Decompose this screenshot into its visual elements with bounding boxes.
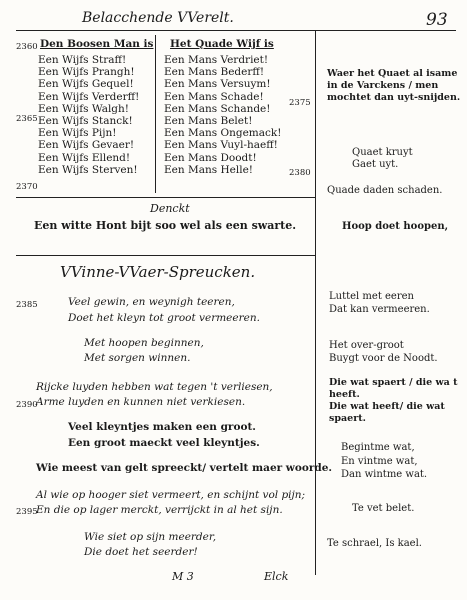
line-number: 2380 [289,168,311,178]
right-entry: Een Mans Ongemack! [164,127,282,140]
margin-note-line: spaert. [329,413,366,424]
left-entry: Een Wijfs Verderff! [38,90,140,103]
line-number: 2370 [16,182,38,192]
section-title: VVinne-VVaer-Spreucken. [60,263,256,281]
left-entry: Een Wijfs Gevaer! [38,139,135,152]
right-column-heading: Het Quade Wijf is [170,38,274,50]
margin-note-line: Dat kan vermeeren. [329,304,430,315]
right-entry: Een Mans Schade! [164,90,264,103]
margin-note-line: heeft. [329,389,360,400]
margin-note-line: in de Varckens / men [327,80,439,91]
margin-note-line: Luttel met eeren [329,291,414,302]
margin-note-line: Het over-groot [329,340,404,351]
margin-note [329,377,458,425]
proverb-line: Doet het kleyn tot groot vermeeren. [68,312,260,324]
line-number: 2385 [16,300,38,310]
signature-mark: M 3 [172,570,194,583]
proverb-line: Een groot maeckt veel kleyntjes. [68,437,260,449]
running-title: Belacchende VVerelt. [82,10,234,26]
margin-note-line: Gaet uyt. [352,159,399,170]
proverb-line: Veel gewin, en weynigh teeren, [68,296,235,308]
left-entry: Een Wijfs Ellend! [38,151,131,164]
proverb-line: Wie siet op sijn meerder, [84,531,217,543]
margin-note-line: Waer het Quaet al isame [327,68,458,79]
left-entry: Een Wijfs Walgh! [38,102,130,115]
right-entry: Een Mans Versuym! [164,78,271,91]
proverb-line: Arme luyden en kunnen niet verkiesen. [36,396,246,408]
margin-note [352,147,413,171]
margin-note: Te schrael, Is kael. [327,538,422,549]
right-entry: Een Mans Bederff! [164,66,265,79]
proverb-line: En die op lager merckt, verrijckt in al het sijn. [36,504,283,516]
margin-note [341,441,427,482]
margin-note-line: Quaet kruyt [352,147,413,158]
margin-note-line: mochtet dan uyt-snijden. [327,92,461,103]
dialogue-column-rule [155,35,156,193]
left-entry: Een Wijfs Pijn! [38,127,117,140]
right-entry: Een Mans Helle! [164,163,253,176]
line-number: 2360 [16,42,38,52]
margin-note-line: Buygt voor de Noodt. [329,353,438,364]
margin-note [329,339,438,365]
page-number: 93 [426,10,448,30]
section-rule [16,197,316,198]
proverb-line: Wie meest van gelt spreeckt/ vertelt maer woorde. [36,462,333,474]
margin-note: Quade daden schaden. [327,185,443,196]
header-rule [16,30,456,31]
left-column [38,54,139,188]
proverb-line: Rijcke luyden hebben wat tegen 't verliesen, [36,381,273,393]
line-number: 2390 [16,400,38,410]
margin-note-line: Die wat heeft/ die wat [329,401,445,412]
margin-note-line: En vintme wat, [341,455,418,467]
margin-note: Te vet belet. [352,503,415,514]
left-entry: Een Wijfs Stanck! [38,114,133,127]
line-number: 2375 [289,98,311,108]
left-entry: Een Wijfs Prangh! [38,66,135,79]
right-entry: Een Mans Vuyl-haeff! [164,139,278,152]
right-entry: Een Mans Belet! [164,114,253,127]
denckt-line: Een witte Hont bijt soo wel als een swarte. [34,219,297,232]
denckt-heading: Denckt [150,202,190,215]
right-entry: Een Mans Schande! [164,102,271,115]
catchword: Elck [264,570,289,583]
proverb-line: Al wie op hooger siet vermeert, en schijnt vol pijn; [36,489,306,501]
left-entry [38,176,139,188]
proverb-line: Die doet het seerder! [84,546,198,558]
right-entry: Een Mans Verdriet! [164,54,269,66]
proverb-line: Met sorgen winnen. [84,352,191,364]
margin-note [329,290,430,316]
line-number: 2365 [16,114,38,124]
right-column [164,54,281,188]
left-entry: Een Wijfs Sterven! [38,163,138,176]
left-column-heading: Den Boosen Man is [40,38,154,50]
left-entry: Een Wijfs Straff! [38,54,127,66]
margin-note-line: Die wat spaert / die wa t [329,377,458,388]
proverb-line: Veel kleyntjes maken een groot. [68,421,256,433]
right-entry [164,176,281,188]
margin-note: Hoop doet hoopen, [342,221,449,232]
line-number: 2395 [16,507,38,517]
margin-column-rule [315,30,316,575]
section-rule-2 [16,255,316,256]
margin-note-line: Dan wintme wat. [341,469,428,480]
margin-note [327,68,460,104]
left-entry: Een Wijfs Gequel! [38,78,134,91]
margin-note-line: Begintme wat, [341,442,415,453]
right-entry: Een Mans Doodt! [164,151,257,164]
proverb-line: Met hoopen beginnen, [84,337,204,349]
